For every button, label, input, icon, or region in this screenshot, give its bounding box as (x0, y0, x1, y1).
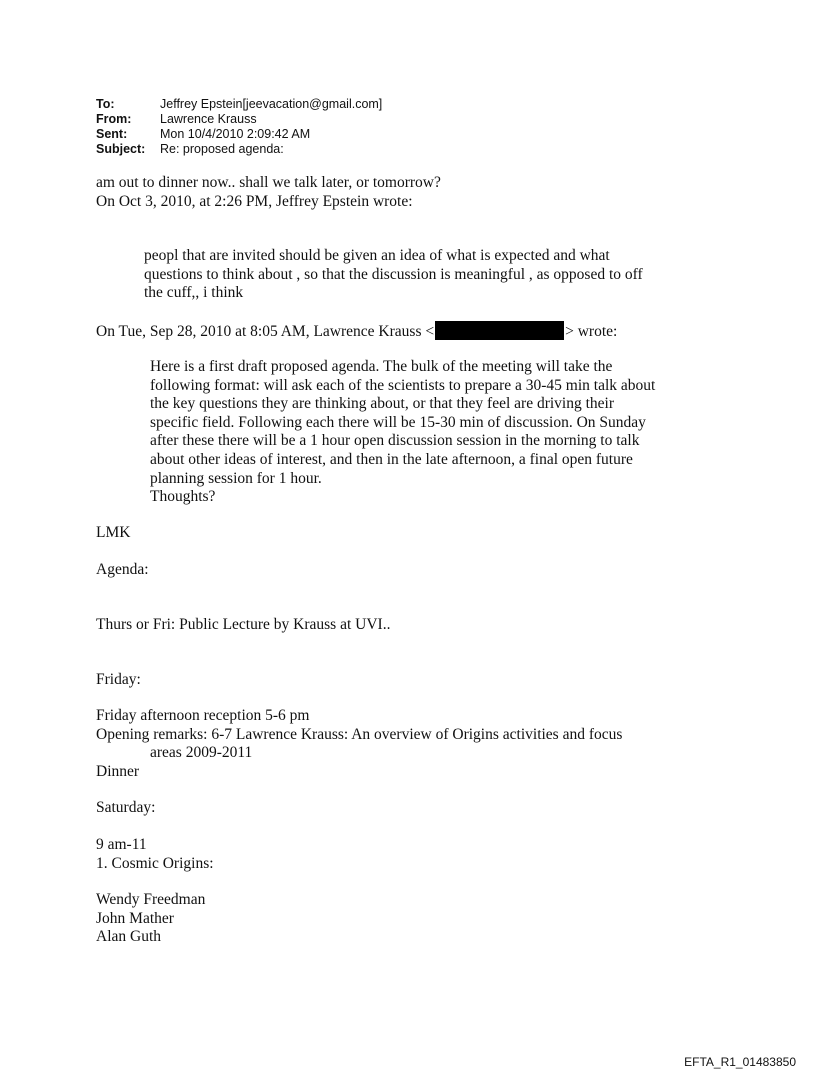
attribution-suffix: > wrote: (565, 323, 618, 340)
redaction-box (435, 321, 564, 340)
friday-block (96, 707, 622, 781)
quote2-line: Here is a first draft proposed agenda. The bulk of the meeting will take the (150, 358, 613, 375)
from-label: From: (96, 112, 132, 126)
from-row (96, 112, 382, 127)
attribution-prefix: On Tue, Sep 28, 2010 at 8:05 AM, Lawrence Krauss < (96, 323, 435, 340)
reply-line-1: am out to dinner now.. shall we talk later, or tomorrow? (96, 174, 441, 191)
quote2-line: about other ideas of interest, and then in the late afternoon, a final open future (150, 450, 633, 468)
friday-label: Friday: (96, 671, 141, 688)
reply-text (96, 174, 441, 211)
quote2-line: Thoughts? (150, 488, 216, 506)
quote1-line: the cuff,, i think (144, 284, 244, 302)
saturday-label: Saturday: (96, 799, 156, 816)
friday-reception: Friday afternoon reception 5-6 pm (96, 707, 310, 724)
speaker-name: Alan Guth (96, 928, 162, 946)
attribution-line (96, 321, 617, 342)
quote-block-2 (150, 358, 655, 507)
reply-line-2: On Oct 3, 2010, at 2:26 PM, Jeffrey Epstein wrote: (96, 192, 413, 210)
quote2-line: planning session for 1 hour. (150, 469, 322, 487)
to-value: Jeffrey Epstein[jeevacation@gmail.com] (160, 97, 383, 111)
quote2-line: specific field. Following each there will be 15-30 min of discussion. On Sunday (150, 413, 646, 431)
sent-row (96, 127, 382, 142)
agenda-label: Agenda: (96, 561, 149, 578)
quote2-line: after these there will be a 1 hour open discussion session in the morning to talk (150, 432, 640, 450)
quote1-line: questions to think about , so that the discussion is meaningful , as opposed to off (144, 265, 643, 283)
to-row (96, 97, 382, 112)
subject-row (96, 142, 382, 157)
quote1-line: peopl that are invited should be given an idea of what is expected and what (144, 247, 610, 264)
cosmic-origins-heading: 1. Cosmic Origins: (96, 854, 214, 872)
speaker-list (96, 891, 205, 947)
sent-value: Mon 10/4/2010 2:09:42 AM (160, 127, 311, 141)
sent-label: Sent: (96, 127, 128, 141)
speaker-name: John Mather (96, 909, 174, 927)
quote2-line: following format: will ask each of the scientists to prepare a 30-45 min talk about (150, 376, 656, 394)
quote-block-1 (144, 247, 643, 303)
email-header (96, 97, 382, 157)
opening-remarks-line2: areas 2009-2011 (150, 744, 253, 762)
quote2-line: the key questions they are thinking about, or that they feel are driving their (150, 395, 615, 413)
speaker-name: Wendy Freedman (96, 891, 206, 908)
subject-label: Subject: (96, 142, 146, 156)
opening-remarks-line1: Opening remarks: 6-7 Lawrence Krauss: An overview of Origins activities and focus (96, 725, 623, 743)
saturday-time: 9 am-11 (96, 836, 147, 853)
from-value: Lawrence Krauss (160, 112, 257, 126)
subject-value: Re: proposed agenda: (160, 142, 284, 156)
document-id: EFTA_R1_01483850 (684, 1055, 796, 1069)
saturday-block (96, 836, 214, 873)
to-label: To: (96, 97, 115, 111)
dinner-line: Dinner (96, 762, 140, 780)
thurs-fri-line: Thurs or Fri: Public Lecture by Krauss at UVI.. (96, 616, 391, 633)
signature: LMK (96, 524, 131, 541)
